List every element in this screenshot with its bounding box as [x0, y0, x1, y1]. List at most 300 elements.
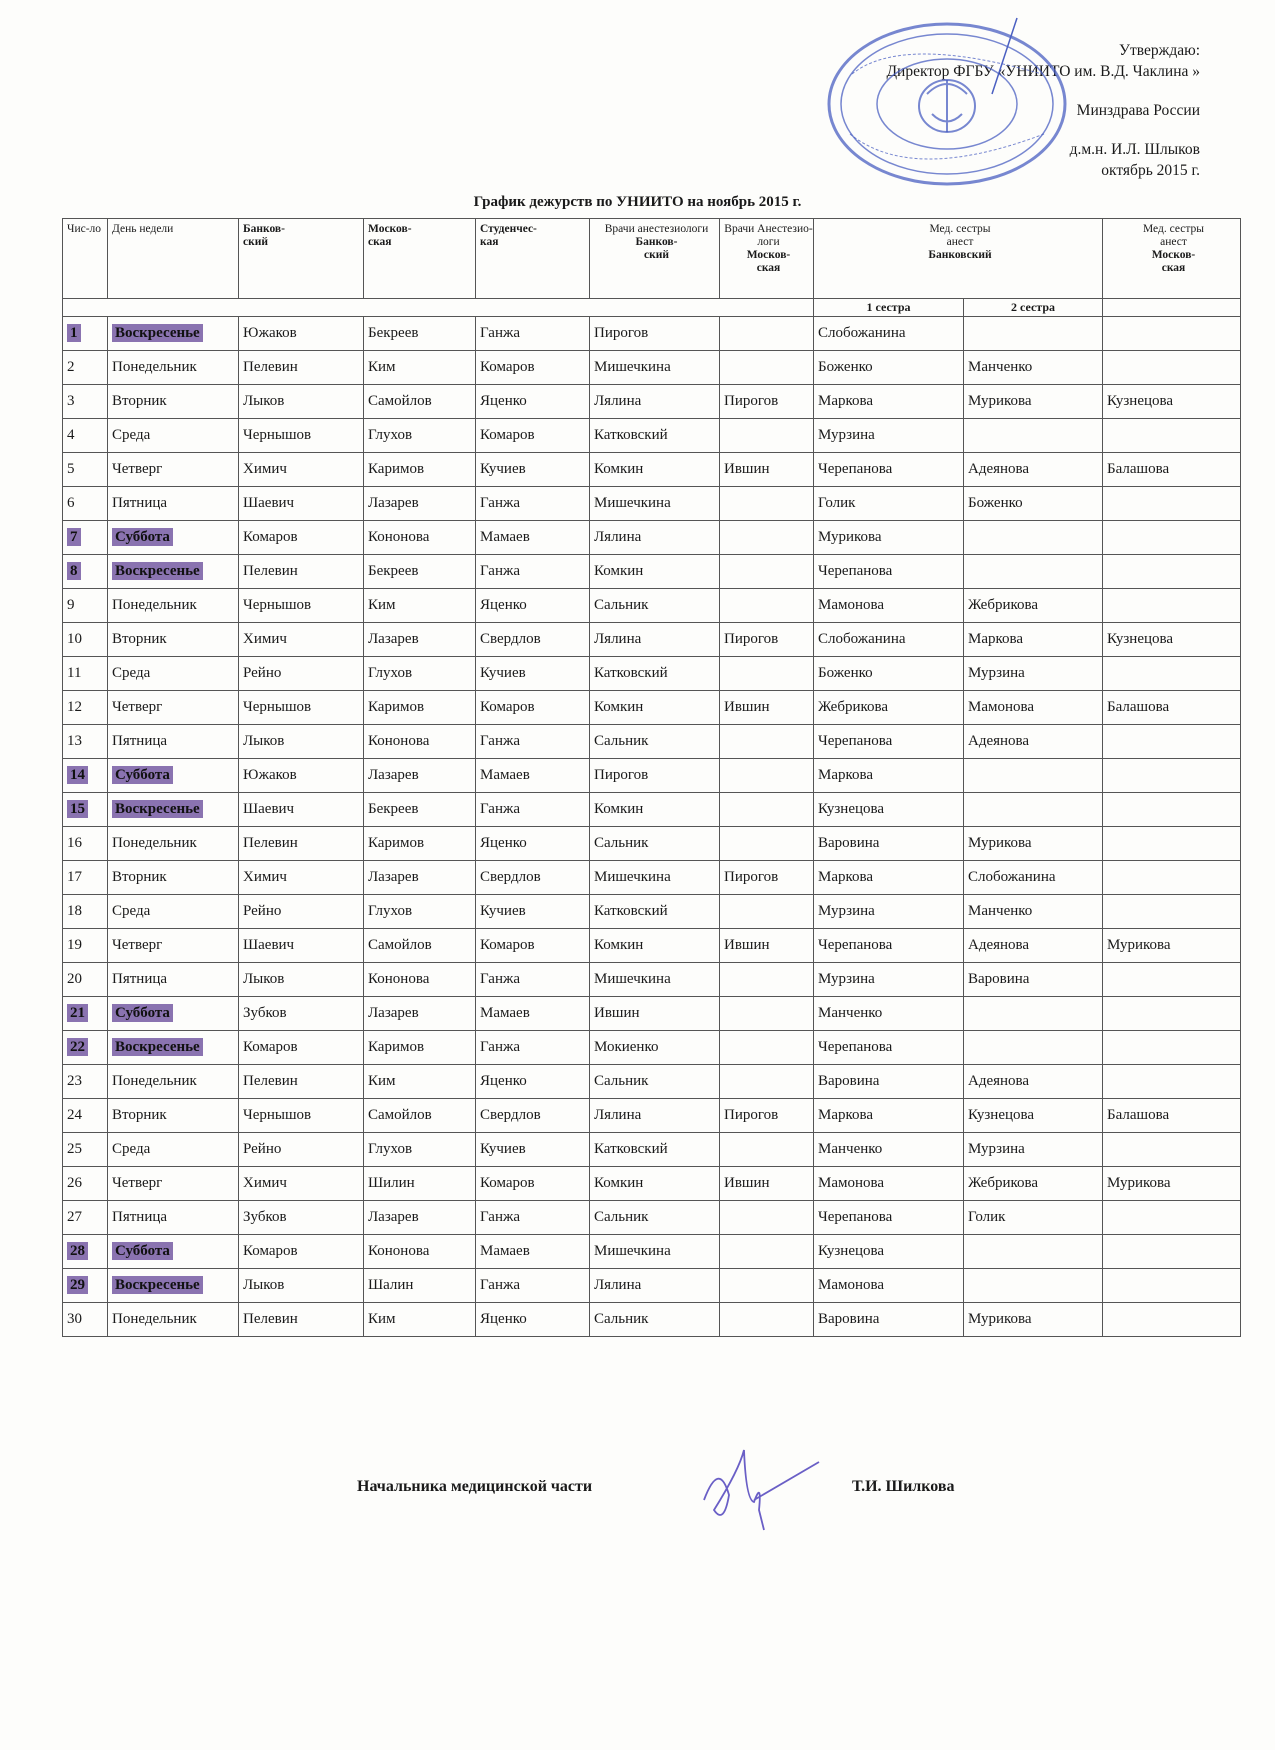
cell-nurse-mosk — [1103, 997, 1241, 1031]
cell-stud: Яценко — [476, 827, 590, 861]
cell-bank: Пелевин — [239, 1065, 364, 1099]
cell-anest-bank: Катковский — [590, 419, 720, 453]
handwritten-signature — [684, 1440, 824, 1540]
cell-stud: Комаров — [476, 351, 590, 385]
cell-anest-mosk — [720, 1031, 814, 1065]
cell-nurse-1: Мамонова — [814, 589, 964, 623]
table-row — [63, 997, 1241, 1031]
document-title: График дежурств по УНИИТО на ноябрь 2015 г. — [473, 194, 802, 210]
cell-nurse-mosk: Балашова — [1103, 453, 1241, 487]
cell-nurse-1: Черепанова — [814, 1201, 964, 1235]
cell-anest-bank: Лялина — [590, 385, 720, 419]
cell-nurse-1: Мамонова — [814, 1269, 964, 1303]
cell-dow: Понедельник — [108, 827, 239, 861]
cell-num: 3 — [63, 385, 108, 419]
cell-dow: Понедельник — [108, 1065, 239, 1099]
cell-stud: Комаров — [476, 691, 590, 725]
table-row — [63, 385, 1241, 419]
cell-nurse-2: Манченко — [964, 895, 1103, 929]
cell-nurse-mosk: Кузнецова — [1103, 623, 1241, 657]
cell-num: 1 — [63, 317, 108, 351]
cell-mosk: Лазарев — [364, 997, 476, 1031]
cell-dow: Среда — [108, 895, 239, 929]
cell-nurse-mosk — [1103, 1201, 1241, 1235]
cell-num: 23 — [63, 1065, 108, 1099]
cell-num: 21 — [63, 997, 108, 1031]
approval-line-1: Утверждаю: — [1119, 42, 1200, 59]
cell-nurse-1: Маркова — [814, 1099, 964, 1133]
table-row — [63, 623, 1241, 657]
cell-nurse-2: Варовина — [964, 963, 1103, 997]
cell-dow: Четверг — [108, 453, 239, 487]
schedule-body — [63, 317, 1241, 1337]
cell-bank: Химич — [239, 623, 364, 657]
cell-num: 5 — [63, 453, 108, 487]
cell-nurse-2: Адеянова — [964, 453, 1103, 487]
cell-anest-bank: Сальник — [590, 1303, 720, 1337]
cell-dow: Суббота — [108, 521, 239, 555]
cell-stud: Ганжа — [476, 1031, 590, 1065]
cell-stud: Яценко — [476, 1303, 590, 1337]
cell-anest-mosk: Пирогов — [720, 1099, 814, 1133]
cell-dow: Среда — [108, 419, 239, 453]
cell-anest-mosk: Ившин — [720, 1167, 814, 1201]
cell-num: 10 — [63, 623, 108, 657]
cell-stud: Комаров — [476, 929, 590, 963]
cell-bank: Зубков — [239, 1201, 364, 1235]
cell-mosk: Лазарев — [364, 759, 476, 793]
cell-dow: Воскресенье — [108, 317, 239, 351]
cell-nurse-1: Черепанова — [814, 555, 964, 589]
cell-nurse-mosk: Мурикова — [1103, 929, 1241, 963]
cell-anest-bank: Сальник — [590, 827, 720, 861]
cell-stud: Свердлов — [476, 623, 590, 657]
col-header-sister-1: 1 сестра — [814, 299, 964, 317]
cell-bank: Шаевич — [239, 929, 364, 963]
cell-nurse-2 — [964, 317, 1103, 351]
cell-nurse-2: Слобожанина — [964, 861, 1103, 895]
table-row — [63, 929, 1241, 963]
cell-nurse-2: Адеянова — [964, 725, 1103, 759]
cell-mosk: Шилин — [364, 1167, 476, 1201]
cell-bank: Химич — [239, 453, 364, 487]
cell-nurse-mosk — [1103, 521, 1241, 555]
cell-dow: Четверг — [108, 691, 239, 725]
cell-dow: Воскресенье — [108, 1269, 239, 1303]
cell-num: 28 — [63, 1235, 108, 1269]
cell-num: 7 — [63, 521, 108, 555]
cell-mosk: Самойлов — [364, 1099, 476, 1133]
cell-anest-bank: Мишечкина — [590, 1235, 720, 1269]
cell-mosk: Самойлов — [364, 385, 476, 419]
cell-anest-mosk — [720, 351, 814, 385]
cell-num: 9 — [63, 589, 108, 623]
cell-anest-mosk: Ившин — [720, 453, 814, 487]
cell-mosk: Кононова — [364, 725, 476, 759]
cell-mosk: Шалин — [364, 1269, 476, 1303]
cell-stud: Ганжа — [476, 487, 590, 521]
table-row — [63, 1133, 1241, 1167]
cell-num: 2 — [63, 351, 108, 385]
cell-stud: Кучиев — [476, 657, 590, 691]
cell-nurse-mosk — [1103, 725, 1241, 759]
cell-anest-mosk — [720, 1201, 814, 1235]
cell-dow: Четверг — [108, 1167, 239, 1201]
cell-num: 8 — [63, 555, 108, 589]
cell-dow: Суббота — [108, 1235, 239, 1269]
table-row — [63, 895, 1241, 929]
cell-nurse-1: Маркова — [814, 385, 964, 419]
cell-mosk: Глухов — [364, 419, 476, 453]
signature-name: Т.И. Шилкова — [852, 1478, 955, 1495]
cell-nurse-1: Мурзина — [814, 895, 964, 929]
cell-num: 11 — [63, 657, 108, 691]
cell-anest-mosk — [720, 793, 814, 827]
cell-anest-mosk — [720, 1065, 814, 1099]
table-row — [63, 861, 1241, 895]
cell-nurse-2: Жебрикова — [964, 1167, 1103, 1201]
cell-nurse-1: Варовина — [814, 1065, 964, 1099]
cell-anest-bank: Мишечкина — [590, 861, 720, 895]
cell-nurse-2 — [964, 521, 1103, 555]
cell-dow: Среда — [108, 1133, 239, 1167]
table-row — [63, 691, 1241, 725]
cell-stud: Кучиев — [476, 453, 590, 487]
cell-nurse-1: Черепанова — [814, 1031, 964, 1065]
cell-nurse-2 — [964, 1235, 1103, 1269]
cell-stud: Мамаев — [476, 521, 590, 555]
cell-nurse-mosk — [1103, 1065, 1241, 1099]
table-row — [63, 1201, 1241, 1235]
cell-nurse-mosk — [1103, 1031, 1241, 1065]
cell-nurse-1: Черепанова — [814, 929, 964, 963]
cell-anest-bank: Лялина — [590, 1099, 720, 1133]
cell-stud: Яценко — [476, 385, 590, 419]
cell-stud: Комаров — [476, 1167, 590, 1201]
cell-bank: Чернышов — [239, 1099, 364, 1133]
cell-nurse-mosk — [1103, 317, 1241, 351]
cell-nurse-mosk: Балашова — [1103, 1099, 1241, 1133]
cell-nurse-mosk — [1103, 487, 1241, 521]
cell-nurse-mosk — [1103, 963, 1241, 997]
cell-anest-bank: Пирогов — [590, 317, 720, 351]
cell-nurse-2: Маркова — [964, 623, 1103, 657]
table-row — [63, 793, 1241, 827]
cell-mosk: Кононова — [364, 963, 476, 997]
cell-num: 25 — [63, 1133, 108, 1167]
cell-dow: Пятница — [108, 963, 239, 997]
cell-nurse-2: Жебрикова — [964, 589, 1103, 623]
cell-num: 18 — [63, 895, 108, 929]
cell-mosk: Каримов — [364, 453, 476, 487]
cell-anest-mosk: Пирогов — [720, 861, 814, 895]
header-row — [63, 219, 1241, 299]
cell-mosk: Кононова — [364, 521, 476, 555]
col-header-nurses-bank: Мед. сестры анест Банковский — [814, 219, 1103, 299]
cell-nurse-1: Мурзина — [814, 419, 964, 453]
cell-stud: Кучиев — [476, 1133, 590, 1167]
cell-bank: Пелевин — [239, 827, 364, 861]
cell-anest-mosk — [720, 1303, 814, 1337]
cell-nurse-mosk — [1103, 419, 1241, 453]
cell-nurse-mosk — [1103, 351, 1241, 385]
cell-nurse-2: Мурикова — [964, 1303, 1103, 1337]
cell-dow: Вторник — [108, 1099, 239, 1133]
cell-num: 24 — [63, 1099, 108, 1133]
cell-anest-bank: Комкин — [590, 555, 720, 589]
cell-anest-mosk — [720, 1235, 814, 1269]
cell-anest-mosk — [720, 759, 814, 793]
approval-line-4: д.м.н. И.Л. Шлыков — [1069, 141, 1200, 158]
cell-mosk: Бекреев — [364, 555, 476, 589]
cell-stud: Свердлов — [476, 1099, 590, 1133]
cell-anest-mosk — [720, 827, 814, 861]
table-row — [63, 725, 1241, 759]
cell-stud: Свердлов — [476, 861, 590, 895]
cell-dow: Пятница — [108, 725, 239, 759]
cell-nurse-mosk — [1103, 657, 1241, 691]
cell-nurse-1: Мамонова — [814, 1167, 964, 1201]
approval-line-5: октябрь 2015 г. — [1101, 162, 1200, 179]
cell-anest-bank: Лялина — [590, 623, 720, 657]
approval-line-3: Минздрава России — [1076, 102, 1200, 119]
cell-nurse-1: Черепанова — [814, 453, 964, 487]
cell-nurse-mosk — [1103, 1303, 1241, 1337]
cell-anest-bank: Сальник — [590, 589, 720, 623]
cell-anest-mosk — [720, 487, 814, 521]
cell-anest-bank: Сальник — [590, 725, 720, 759]
cell-num: 13 — [63, 725, 108, 759]
cell-anest-mosk — [720, 521, 814, 555]
cell-nurse-2: Боженко — [964, 487, 1103, 521]
cell-bank: Химич — [239, 861, 364, 895]
cell-num: 15 — [63, 793, 108, 827]
cell-nurse-mosk — [1103, 1235, 1241, 1269]
cell-nurse-2 — [964, 1031, 1103, 1065]
cell-num: 6 — [63, 487, 108, 521]
cell-stud: Кучиев — [476, 895, 590, 929]
cell-nurse-1: Манченко — [814, 1133, 964, 1167]
cell-bank: Чернышов — [239, 691, 364, 725]
cell-stud: Комаров — [476, 419, 590, 453]
cell-stud: Мамаев — [476, 997, 590, 1031]
cell-bank: Чернышов — [239, 589, 364, 623]
cell-num: 4 — [63, 419, 108, 453]
cell-mosk: Лазарев — [364, 1201, 476, 1235]
cell-nurse-2: Манченко — [964, 351, 1103, 385]
cell-mosk: Лазарев — [364, 487, 476, 521]
cell-nurse-1: Мурикова — [814, 521, 964, 555]
table-row — [63, 453, 1241, 487]
cell-dow: Среда — [108, 657, 239, 691]
cell-nurse-1: Голик — [814, 487, 964, 521]
cell-nurse-2: Мурикова — [964, 385, 1103, 419]
cell-stud: Мамаев — [476, 1235, 590, 1269]
cell-stud: Ганжа — [476, 555, 590, 589]
col-header-nurses-mosk: Мед. сестры анест Москов- ская — [1103, 219, 1241, 299]
table-row — [63, 1099, 1241, 1133]
table-row — [63, 589, 1241, 623]
cell-anest-mosk: Ившин — [720, 691, 814, 725]
cell-mosk: Лазарев — [364, 861, 476, 895]
cell-bank: Пелевин — [239, 555, 364, 589]
cell-dow: Понедельник — [108, 589, 239, 623]
table-row — [63, 555, 1241, 589]
col-header-anest-bank: Врачи анестезиологи Банков- ский — [590, 219, 720, 299]
cell-nurse-2 — [964, 793, 1103, 827]
cell-anest-mosk: Ившин — [720, 929, 814, 963]
cell-bank: Лыков — [239, 385, 364, 419]
cell-dow: Суббота — [108, 759, 239, 793]
cell-anest-mosk — [720, 317, 814, 351]
cell-anest-mosk: Пирогов — [720, 623, 814, 657]
cell-anest-mosk: Пирогов — [720, 385, 814, 419]
cell-mosk: Бекреев — [364, 317, 476, 351]
cell-nurse-2: Адеянова — [964, 929, 1103, 963]
cell-nurse-2 — [964, 555, 1103, 589]
table-row — [63, 827, 1241, 861]
cell-nurse-mosk — [1103, 1269, 1241, 1303]
cell-num: 22 — [63, 1031, 108, 1065]
cell-anest-bank: Комкин — [590, 929, 720, 963]
table-row — [63, 419, 1241, 453]
cell-nurse-mosk — [1103, 589, 1241, 623]
cell-anest-bank: Катковский — [590, 1133, 720, 1167]
table-row — [63, 963, 1241, 997]
cell-num: 29 — [63, 1269, 108, 1303]
cell-nurse-2: Адеянова — [964, 1065, 1103, 1099]
cell-anest-mosk — [720, 1133, 814, 1167]
table-row — [63, 351, 1241, 385]
approval-line-2: Директор ФГБУ «УНИИТО им. В.Д. Чаклина » — [886, 63, 1200, 80]
table-row — [63, 759, 1241, 793]
table-row — [63, 1303, 1241, 1337]
cell-nurse-1: Варовина — [814, 827, 964, 861]
cell-anest-mosk — [720, 725, 814, 759]
cell-num: 20 — [63, 963, 108, 997]
table-row — [63, 1031, 1241, 1065]
col-header-sister-2: 2 сестра — [964, 299, 1103, 317]
duty-schedule-table — [62, 218, 1241, 1337]
cell-mosk: Самойлов — [364, 929, 476, 963]
cell-anest-mosk — [720, 657, 814, 691]
cell-dow: Суббота — [108, 997, 239, 1031]
cell-nurse-1: Слобожанина — [814, 317, 964, 351]
col-header-dow: День недели — [108, 219, 239, 299]
cell-anest-bank: Катковский — [590, 657, 720, 691]
col-header-bank: Банков- ский — [239, 219, 364, 299]
cell-anest-mosk — [720, 895, 814, 929]
cell-stud: Ганжа — [476, 725, 590, 759]
cell-nurse-1: Маркова — [814, 759, 964, 793]
cell-dow: Понедельник — [108, 1303, 239, 1337]
table-row — [63, 521, 1241, 555]
cell-mosk: Каримов — [364, 827, 476, 861]
cell-mosk: Лазарев — [364, 623, 476, 657]
cell-anest-bank: Сальник — [590, 1201, 720, 1235]
cell-stud: Ганжа — [476, 793, 590, 827]
cell-anest-bank: Катковский — [590, 895, 720, 929]
cell-bank: Лыков — [239, 963, 364, 997]
cell-nurse-1: Кузнецова — [814, 793, 964, 827]
cell-nurse-mosk — [1103, 827, 1241, 861]
cell-nurse-1: Мурзина — [814, 963, 964, 997]
cell-dow: Воскресенье — [108, 793, 239, 827]
cell-stud: Яценко — [476, 589, 590, 623]
cell-bank: Шаевич — [239, 793, 364, 827]
cell-bank: Пелевин — [239, 351, 364, 385]
cell-num: 27 — [63, 1201, 108, 1235]
cell-nurse-mosk: Мурикова — [1103, 1167, 1241, 1201]
table-row — [63, 1065, 1241, 1099]
col-header-stud: Студенчес- кая — [476, 219, 590, 299]
cell-anest-mosk — [720, 555, 814, 589]
cell-bank: Рейно — [239, 1133, 364, 1167]
cell-nurse-mosk: Балашова — [1103, 691, 1241, 725]
cell-mosk: Ким — [364, 1065, 476, 1099]
col-header-num: Чис-ло — [63, 219, 108, 299]
cell-dow: Воскресенье — [108, 555, 239, 589]
cell-anest-bank: Мишечкина — [590, 487, 720, 521]
cell-bank: Лыков — [239, 1269, 364, 1303]
cell-bank: Рейно — [239, 657, 364, 691]
cell-num: 16 — [63, 827, 108, 861]
cell-mosk: Каримов — [364, 691, 476, 725]
cell-stud: Ганжа — [476, 1201, 590, 1235]
cell-dow: Пятница — [108, 487, 239, 521]
cell-nurse-1: Боженко — [814, 351, 964, 385]
cell-mosk: Глухов — [364, 895, 476, 929]
cell-anest-bank: Комкин — [590, 453, 720, 487]
cell-anest-bank: Комкин — [590, 793, 720, 827]
official-seal-stamp — [822, 14, 1072, 189]
cell-mosk: Ким — [364, 1303, 476, 1337]
col-header-mosk: Москов- ская — [364, 219, 476, 299]
cell-anest-bank: Лялина — [590, 521, 720, 555]
cell-num: 19 — [63, 929, 108, 963]
cell-anest-mosk — [720, 589, 814, 623]
cell-nurse-2: Мамонова — [964, 691, 1103, 725]
cell-nurse-2 — [964, 1269, 1103, 1303]
cell-anest-mosk — [720, 997, 814, 1031]
cell-nurse-1: Манченко — [814, 997, 964, 1031]
cell-anest-bank: Пирогов — [590, 759, 720, 793]
table-row — [63, 657, 1241, 691]
cell-bank: Комаров — [239, 1235, 364, 1269]
cell-bank: Рейно — [239, 895, 364, 929]
table-row — [63, 487, 1241, 521]
cell-dow: Четверг — [108, 929, 239, 963]
cell-nurse-mosk — [1103, 895, 1241, 929]
cell-nurse-1: Боженко — [814, 657, 964, 691]
cell-num: 26 — [63, 1167, 108, 1201]
cell-anest-bank: Мишечкина — [590, 963, 720, 997]
cell-nurse-mosk — [1103, 793, 1241, 827]
cell-bank: Шаевич — [239, 487, 364, 521]
cell-mosk: Ким — [364, 351, 476, 385]
cell-anest-bank: Мокиенко — [590, 1031, 720, 1065]
cell-anest-mosk — [720, 419, 814, 453]
cell-stud: Мамаев — [476, 759, 590, 793]
cell-nurse-2: Голик — [964, 1201, 1103, 1235]
cell-nurse-2 — [964, 997, 1103, 1031]
cell-num: 14 — [63, 759, 108, 793]
cell-bank: Комаров — [239, 521, 364, 555]
cell-nurse-1: Кузнецова — [814, 1235, 964, 1269]
cell-nurse-2: Кузнецова — [964, 1099, 1103, 1133]
cell-nurse-1: Черепанова — [814, 725, 964, 759]
cell-mosk: Ким — [364, 589, 476, 623]
